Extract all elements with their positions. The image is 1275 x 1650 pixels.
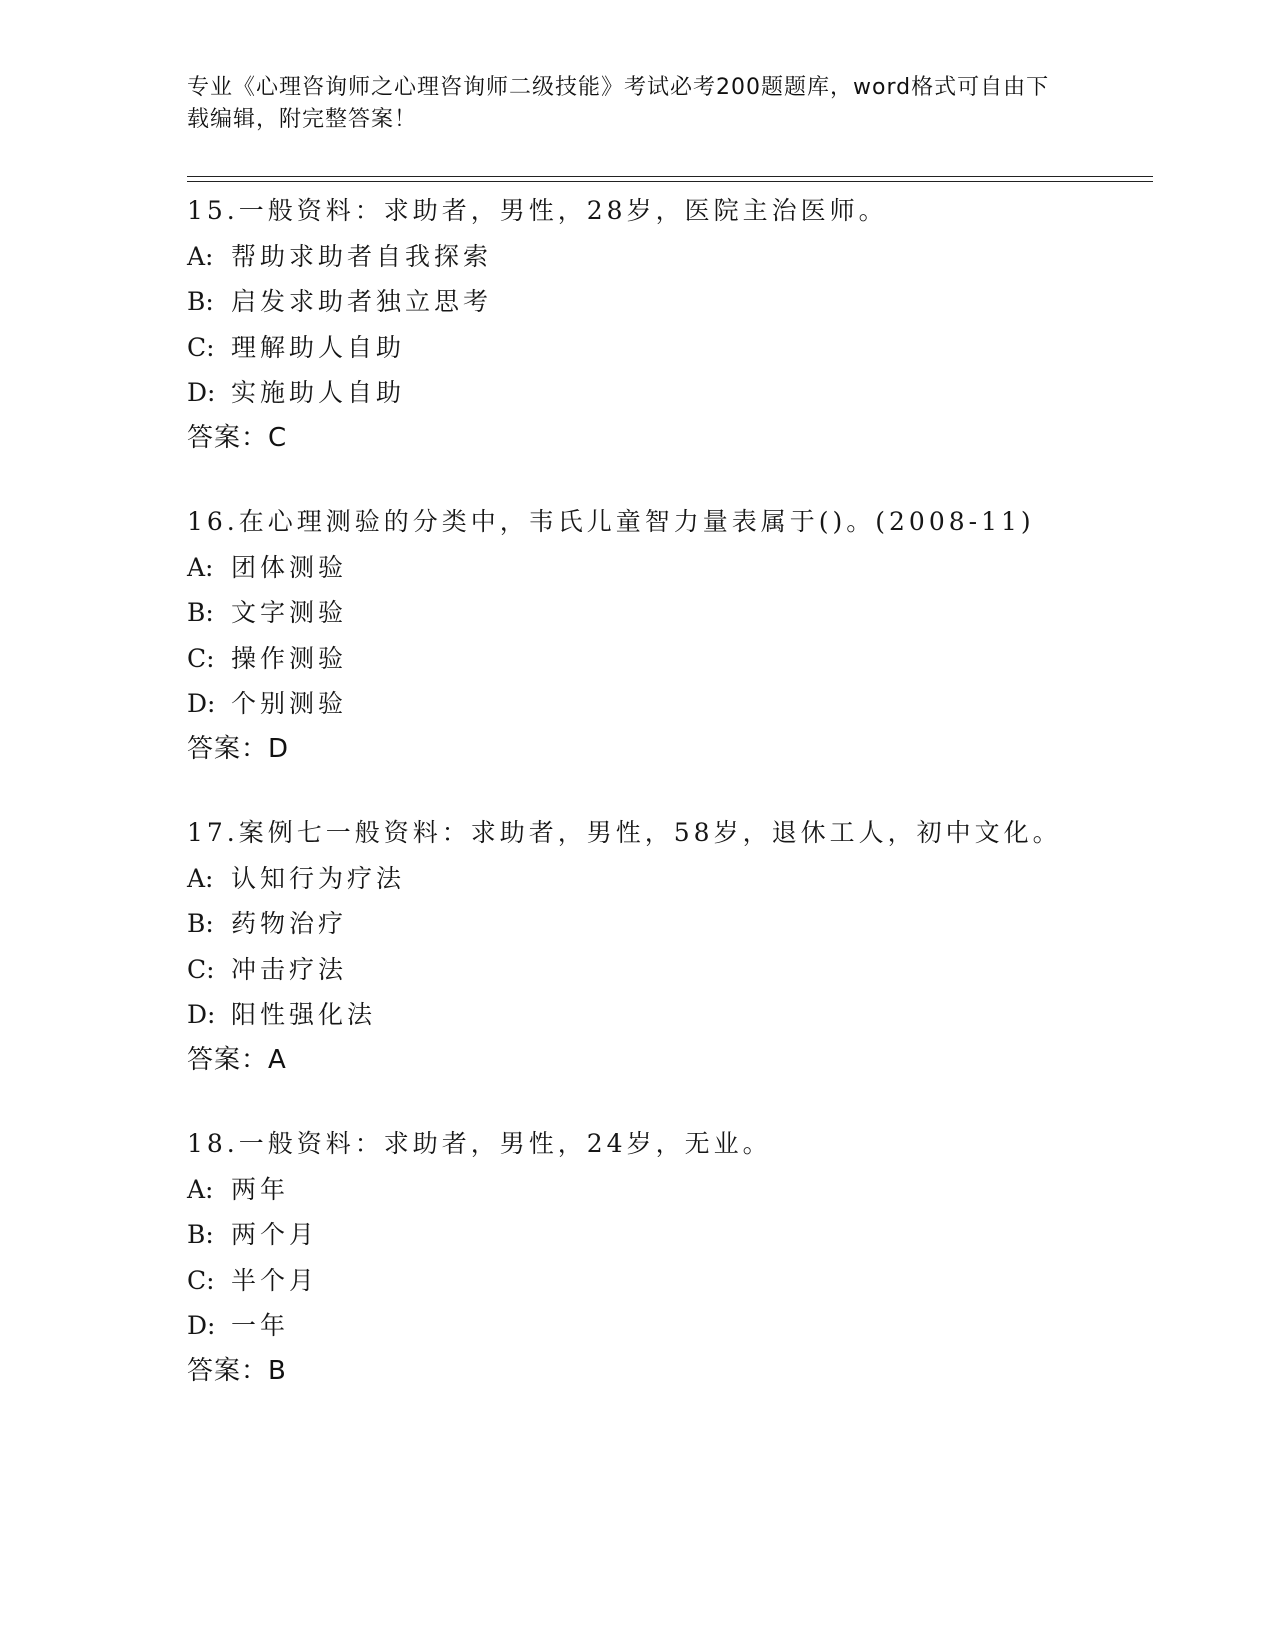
option-text: 启发求助者独立思考 bbox=[231, 287, 493, 316]
answer-line: 答案：A bbox=[187, 1044, 287, 1075]
option-letter: C: bbox=[187, 954, 215, 984]
option-text: 阳性强化法 bbox=[231, 1000, 377, 1029]
question-stem: 15.一般资料：求助者，男性，28岁，医院主治医师。 bbox=[187, 196, 888, 225]
option-d bbox=[187, 370, 1147, 416]
question-stem: 16.在心理测验的分类中，韦氏儿童智力量表属于()。(2008-11) bbox=[187, 507, 1035, 536]
question-stem: 17.案例七一般资料：求助者，男性，58岁，退休工人，初中文化。 bbox=[187, 818, 1062, 847]
option-letter: C: bbox=[187, 1265, 215, 1295]
option-text: 两个月 bbox=[231, 1220, 319, 1249]
question-18 bbox=[187, 1121, 1147, 1394]
option-text: 操作测验 bbox=[231, 643, 348, 673]
option-c bbox=[187, 636, 1147, 682]
option-a bbox=[187, 1167, 1147, 1213]
option-text: 一年 bbox=[231, 1311, 290, 1340]
option-text: 药物治疗 bbox=[231, 909, 348, 938]
option-letter: A: bbox=[187, 1174, 214, 1204]
option-letter: A: bbox=[187, 863, 214, 893]
question-15 bbox=[187, 188, 1147, 461]
answer-line: 答案：C bbox=[187, 422, 288, 453]
option-a bbox=[187, 856, 1147, 902]
option-c bbox=[187, 1258, 1147, 1304]
question-16 bbox=[187, 499, 1147, 772]
option-text: 个别测验 bbox=[231, 689, 348, 718]
option-letter: D: bbox=[187, 378, 216, 407]
option-d bbox=[187, 1303, 1147, 1349]
option-letter: B: bbox=[187, 287, 214, 316]
option-a bbox=[187, 234, 1147, 280]
option-letter: C: bbox=[187, 332, 215, 362]
header-divider-top bbox=[187, 176, 1153, 177]
option-b bbox=[187, 590, 1147, 636]
header-divider-bottom bbox=[187, 181, 1153, 182]
option-b bbox=[187, 901, 1147, 947]
option-text: 两年 bbox=[231, 1174, 290, 1204]
option-text: 理解助人自助 bbox=[231, 332, 406, 362]
option-letter: D: bbox=[187, 1000, 216, 1029]
option-d bbox=[187, 992, 1147, 1038]
option-letter: D: bbox=[187, 1311, 216, 1340]
option-letter: A: bbox=[187, 241, 214, 271]
option-b bbox=[187, 1212, 1147, 1258]
question-list bbox=[187, 188, 1147, 1432]
option-letter: C: bbox=[187, 643, 215, 673]
option-text: 半个月 bbox=[231, 1265, 319, 1295]
option-letter: A: bbox=[187, 552, 214, 582]
option-letter: D: bbox=[187, 689, 216, 718]
question-17 bbox=[187, 810, 1147, 1083]
option-b bbox=[187, 279, 1147, 325]
option-text: 帮助求助者自我探索 bbox=[231, 241, 493, 271]
option-text: 实施助人自助 bbox=[231, 378, 406, 407]
option-text: 团体测验 bbox=[231, 552, 348, 582]
option-c bbox=[187, 325, 1147, 371]
question-stem: 18.一般资料：求助者，男性，24岁，无业。 bbox=[187, 1129, 772, 1158]
option-d bbox=[187, 681, 1147, 727]
option-a bbox=[187, 545, 1147, 591]
answer-line: 答案：D bbox=[187, 733, 290, 764]
option-c bbox=[187, 947, 1147, 993]
option-letter: B: bbox=[187, 1220, 214, 1249]
option-letter: B: bbox=[187, 598, 214, 627]
document-header: 专业《心理咨询师之心理咨询师二级技能》考试必考200题题库，word格式可自由下载编辑，附完整答案！ bbox=[187, 75, 1050, 132]
option-letter: B: bbox=[187, 909, 214, 938]
option-text: 冲击疗法 bbox=[231, 954, 348, 984]
option-text: 认知行为疗法 bbox=[231, 863, 406, 893]
option-text: 文字测验 bbox=[231, 598, 348, 627]
answer-line: 答案：B bbox=[187, 1355, 287, 1386]
